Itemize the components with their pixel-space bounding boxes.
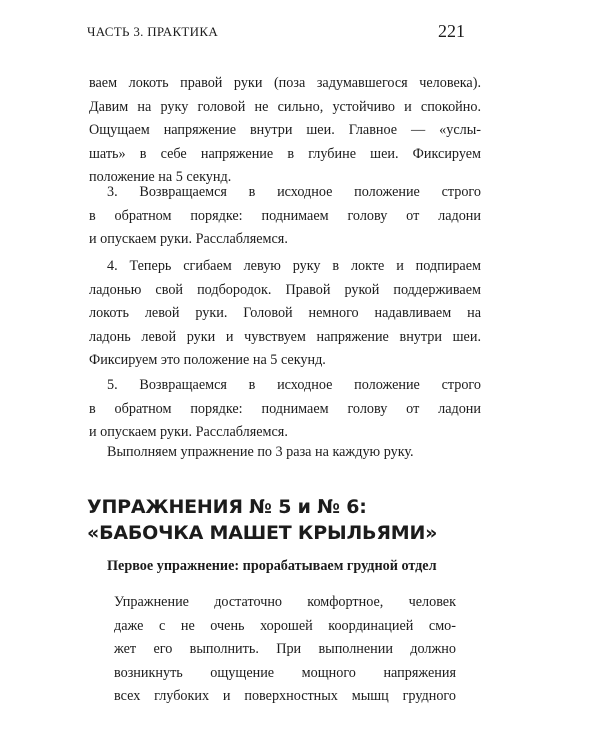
text-line: в обратном порядке: поднимаем голову от ладони [89,400,481,417]
intro-paragraph [114,591,456,709]
paragraph-step-4 [89,255,481,373]
text-line: ладонь левой руки и чувствуем напряжение внутри шеи. [89,328,481,345]
subheading: Первое упражнение: прорабатываем грудной отдел [107,558,437,574]
text-line: всех глубоких и поверхностных мышц грудного [114,688,456,705]
text-line: даже с не очень хорошей координацией смо- [114,617,456,634]
text-line: и опускаем руки. Расслабляемся. [89,231,288,248]
text-line: локоть левой руки. Головой немного надавливаем на [89,305,481,322]
text-line: 4. Теперь сгибаем левую руку в локте и подпираем [107,258,481,274]
text-line: ваем локоть правой руки (поза задумавшегося человека). [89,75,481,91]
paragraph-step-3 [89,181,481,252]
text-line: Упражнение достаточно комфортное, человек [114,594,456,610]
text-line: жет его выполнить. При выполнении должно [114,641,456,658]
text-line: и опускаем руки. Расслабляемся. [89,424,288,441]
running-head: ЧАСТЬ 3. ПРАКТИКА [87,24,219,39]
text-line: Ощущаем напряжение внутри шеи. Главное — «услы- [89,122,481,139]
text-line: Фиксируем это положение на 5 секунд. [89,352,326,369]
text-line: возникнуть ощущение мощного напряжения [114,664,456,681]
text-line: 3. Возвращаемся в исходное положение строго [107,184,481,200]
paragraph-continuation [89,72,481,190]
text-line: Выполняем упражнение по 3 раза на каждую руку. [107,444,414,460]
section-heading [87,494,437,546]
text-line: в обратном порядке: поднимаем голову от ладони [89,207,481,224]
page-number: 221 [438,21,465,41]
text-line: Давим на руку головой не сильно, устойчиво и спокойно. [89,98,481,115]
heading-line: «БАБОЧКА МАШЕТ КРЫЛЬЯМИ» [87,522,438,544]
text-line: положение на 5 секунд. [89,169,232,186]
paragraph-repeat [89,441,481,465]
heading-line: УПРАЖНЕНИЯ № 5 и № 6: [87,496,367,518]
text-line: 5. Возвращаемся в исходное положение строго [107,377,481,393]
paragraph-step-5 [89,374,481,445]
text-line: шать» в себе напряжение в глубине шеи. Фиксируем [89,145,481,162]
text-line: ладонью свой подбородок. Правой рукой поддерживаем [89,281,481,298]
